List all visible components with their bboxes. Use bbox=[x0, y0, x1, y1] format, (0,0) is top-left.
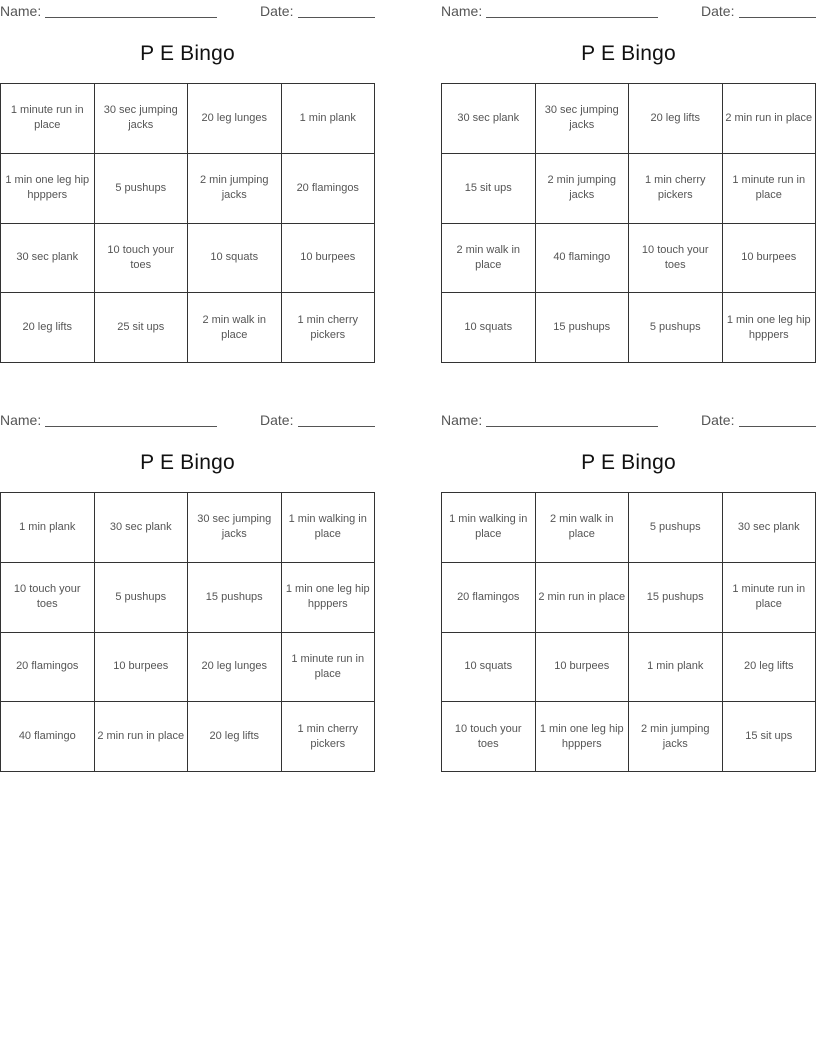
bingo-cell[interactable]: 15 sit ups bbox=[442, 153, 536, 223]
bingo-cell[interactable]: 10 burpees bbox=[722, 223, 816, 293]
bingo-cell[interactable]: 1 min cherry pickers bbox=[629, 153, 723, 223]
card-header bbox=[0, 0, 375, 22]
date-blank-line[interactable] bbox=[739, 426, 816, 427]
bingo-cell[interactable]: 2 min run in place bbox=[94, 702, 188, 772]
bingo-grid bbox=[0, 492, 375, 772]
bingo-cell[interactable]: 2 min run in place bbox=[535, 562, 629, 632]
bingo-cell[interactable]: 5 pushups bbox=[629, 493, 723, 563]
bingo-cell[interactable]: 10 squats bbox=[442, 293, 536, 363]
bingo-cell[interactable]: 1 min plank bbox=[629, 632, 723, 702]
bingo-cell[interactable]: 10 squats bbox=[442, 632, 536, 702]
bingo-card bbox=[0, 409, 375, 750]
bingo-cell[interactable]: 1 min one leg hip hpppers bbox=[1, 153, 95, 223]
bingo-cell[interactable]: 10 burpees bbox=[94, 632, 188, 702]
bingo-cell[interactable]: 20 flamingos bbox=[1, 632, 95, 702]
bingo-cell[interactable]: 2 min walk in place bbox=[442, 223, 536, 293]
bingo-cell[interactable]: 1 minute run in place bbox=[1, 84, 95, 154]
bingo-cell[interactable]: 2 min walk in place bbox=[535, 493, 629, 563]
grid-row bbox=[442, 153, 816, 223]
bingo-cell[interactable]: 30 sec plank bbox=[442, 84, 536, 154]
bingo-cell[interactable]: 10 touch your toes bbox=[94, 223, 188, 293]
bingo-cell[interactable]: 1 minute run in place bbox=[722, 153, 816, 223]
bingo-cell[interactable]: 20 leg lifts bbox=[1, 293, 95, 363]
bingo-cell[interactable]: 20 flamingos bbox=[442, 562, 536, 632]
card-title: P E Bingo bbox=[140, 42, 235, 65]
grid-row bbox=[1, 562, 375, 632]
bingo-cell[interactable]: 30 sec plank bbox=[722, 493, 816, 563]
date-label: Date: bbox=[701, 3, 735, 19]
grid-row bbox=[1, 293, 375, 363]
card-title: P E Bingo bbox=[581, 451, 676, 474]
grid-row bbox=[1, 153, 375, 223]
bingo-cell[interactable]: 20 leg lifts bbox=[629, 84, 723, 154]
date-label: Date: bbox=[260, 3, 294, 19]
bingo-cell[interactable]: 15 pushups bbox=[188, 562, 282, 632]
bingo-cell[interactable]: 1 min one leg hip hpppers bbox=[281, 562, 375, 632]
card-title: P E Bingo bbox=[140, 451, 235, 474]
bingo-cell[interactable]: 10 burpees bbox=[535, 632, 629, 702]
bingo-cell[interactable]: 2 min jumping jacks bbox=[629, 702, 723, 772]
bingo-cell[interactable]: 30 sec jumping jacks bbox=[94, 84, 188, 154]
bingo-cell[interactable]: 5 pushups bbox=[629, 293, 723, 363]
bingo-cell[interactable]: 20 leg lunges bbox=[188, 84, 282, 154]
grid-row bbox=[1, 702, 375, 772]
date-blank-line[interactable] bbox=[739, 17, 816, 18]
grid-row bbox=[1, 493, 375, 563]
bingo-cell[interactable]: 40 flamingo bbox=[535, 223, 629, 293]
date-label: Date: bbox=[260, 412, 294, 428]
bingo-grid bbox=[441, 83, 816, 363]
name-blank-line[interactable] bbox=[45, 426, 217, 427]
date-blank-line[interactable] bbox=[298, 426, 375, 427]
bingo-cell[interactable]: 2 min jumping jacks bbox=[535, 153, 629, 223]
bingo-cell[interactable]: 30 sec jumping jacks bbox=[188, 493, 282, 563]
bingo-cell[interactable]: 20 leg lunges bbox=[188, 632, 282, 702]
name-blank-line[interactable] bbox=[486, 426, 658, 427]
bingo-cell[interactable]: 2 min jumping jacks bbox=[188, 153, 282, 223]
grid-row bbox=[442, 84, 816, 154]
bingo-cell[interactable]: 2 min run in place bbox=[722, 84, 816, 154]
name-label: Name: bbox=[441, 412, 483, 428]
card-title: P E Bingo bbox=[581, 42, 676, 65]
grid-row bbox=[442, 562, 816, 632]
bingo-cell[interactable]: 1 min plank bbox=[281, 84, 375, 154]
name-label: Name: bbox=[441, 3, 483, 19]
bingo-cell[interactable]: 5 pushups bbox=[94, 153, 188, 223]
bingo-cell[interactable]: 15 pushups bbox=[629, 562, 723, 632]
bingo-cell[interactable]: 15 pushups bbox=[535, 293, 629, 363]
bingo-cell[interactable]: 40 flamingo bbox=[1, 702, 95, 772]
bingo-cell[interactable]: 30 sec jumping jacks bbox=[535, 84, 629, 154]
name-label: Name: bbox=[0, 3, 42, 19]
bingo-cell[interactable]: 25 sit ups bbox=[94, 293, 188, 363]
grid-row bbox=[442, 293, 816, 363]
card-header bbox=[0, 409, 375, 431]
bingo-cell[interactable]: 10 touch your toes bbox=[442, 702, 536, 772]
bingo-cell[interactable]: 10 squats bbox=[188, 223, 282, 293]
grid-row bbox=[442, 632, 816, 702]
bingo-grid bbox=[0, 83, 375, 363]
grid-row bbox=[1, 84, 375, 154]
bingo-cell[interactable]: 1 min plank bbox=[1, 493, 95, 563]
grid-row bbox=[442, 223, 816, 293]
name-blank-line[interactable] bbox=[486, 17, 658, 18]
bingo-cell[interactable]: 5 pushups bbox=[94, 562, 188, 632]
date-label: Date: bbox=[701, 412, 735, 428]
bingo-cell[interactable]: 2 min walk in place bbox=[188, 293, 282, 363]
bingo-card bbox=[441, 409, 816, 750]
grid-row bbox=[1, 632, 375, 702]
bingo-cell[interactable]: 20 leg lifts bbox=[722, 632, 816, 702]
name-blank-line[interactable] bbox=[45, 17, 217, 18]
grid-row bbox=[442, 702, 816, 772]
card-header bbox=[441, 0, 816, 22]
bingo-cell[interactable]: 10 touch your toes bbox=[629, 223, 723, 293]
bingo-cell[interactable]: 1 minute run in place bbox=[281, 632, 375, 702]
name-label: Name: bbox=[0, 412, 42, 428]
grid-row bbox=[442, 493, 816, 563]
bingo-cell[interactable]: 20 flamingos bbox=[281, 153, 375, 223]
bingo-card bbox=[441, 0, 816, 341]
bingo-grid bbox=[441, 492, 816, 772]
date-blank-line[interactable] bbox=[298, 17, 375, 18]
bingo-cell[interactable]: 10 touch your toes bbox=[1, 562, 95, 632]
bingo-cell[interactable]: 30 sec plank bbox=[1, 223, 95, 293]
bingo-cell[interactable]: 20 leg lifts bbox=[188, 702, 282, 772]
bingo-cell[interactable]: 1 min cherry pickers bbox=[281, 293, 375, 363]
bingo-cell[interactable]: 1 min one leg hip hpppers bbox=[722, 293, 816, 363]
bingo-card bbox=[0, 0, 375, 341]
bingo-cell[interactable]: 1 min walking in place bbox=[442, 493, 536, 563]
bingo-cell[interactable]: 15 sit ups bbox=[722, 702, 816, 772]
bingo-cell[interactable]: 10 burpees bbox=[281, 223, 375, 293]
bingo-cell[interactable]: 1 min one leg hip hpppers bbox=[535, 702, 629, 772]
card-header bbox=[441, 409, 816, 431]
bingo-cell[interactable]: 1 min cherry pickers bbox=[281, 702, 375, 772]
bingo-cell[interactable]: 1 minute run in place bbox=[722, 562, 816, 632]
grid-row bbox=[1, 223, 375, 293]
bingo-cell[interactable]: 30 sec plank bbox=[94, 493, 188, 563]
bingo-cell[interactable]: 1 min walking in place bbox=[281, 493, 375, 563]
